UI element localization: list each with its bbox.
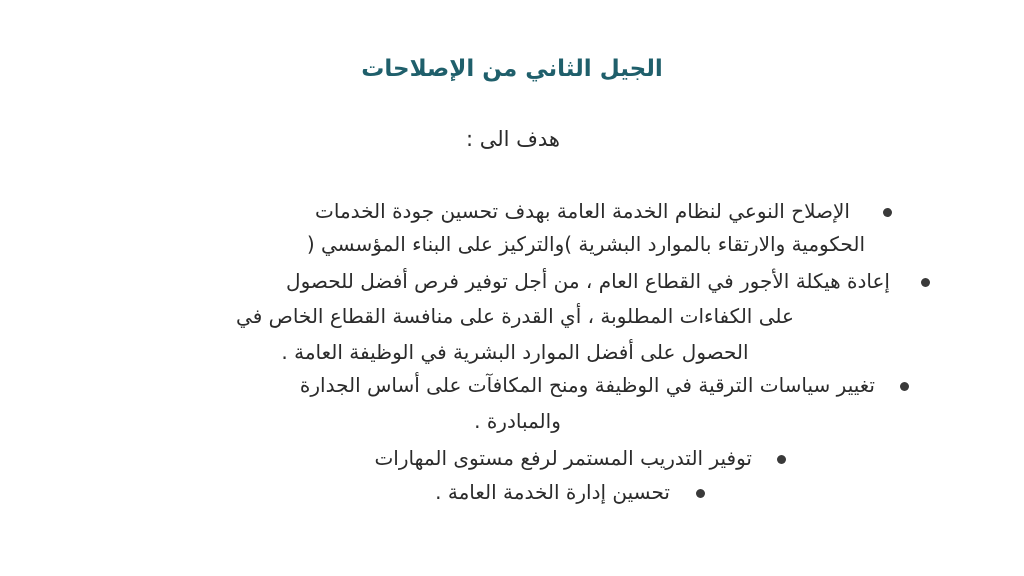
bullet-3-line-2: والمبادرة . xyxy=(474,409,561,433)
bullet-2-line-3: الحصول على أفضل الموارد البشرية في الوظيفة العامة . xyxy=(281,340,749,364)
bullet-marker-4 xyxy=(777,455,786,464)
bullet-marker-3 xyxy=(900,382,909,391)
bullet-2-line-1: إعادة هيكلة الأجور في القطاع العام ، من أجل توفير فرص أفضل للحصول xyxy=(286,269,890,293)
bullet-3-line-1: تغيير سياسات الترقية في الوظيفة ومنح المكافآت على أساس الجدارة xyxy=(299,373,875,397)
bullet-1-line-2: الحكومية والارتقاء بالموارد البشرية )والتركيز على البناء المؤسسي ( xyxy=(306,232,865,256)
bullet-marker-2 xyxy=(921,278,930,287)
bullet-marker-5 xyxy=(696,489,705,498)
bullet-5-line-1: تحسين إدارة الخدمة العامة . xyxy=(435,480,670,504)
bullet-4-line-1: توفير التدريب المستمر لرفع مستوى المهارات xyxy=(374,446,752,470)
slide-title: الجيل الثاني من الإصلاحات xyxy=(361,56,663,82)
bullet-2-line-2: على الكفاءات المطلوبة ، أي القدرة على منافسة القطاع الخاص في xyxy=(236,304,794,328)
intro-text: هدف الى : xyxy=(465,127,560,151)
bullet-marker-1 xyxy=(883,208,892,217)
bullet-1-line-1: الإصلاح النوعي لنظام الخدمة العامة بهدف تحسين جودة الخدمات xyxy=(315,199,850,223)
